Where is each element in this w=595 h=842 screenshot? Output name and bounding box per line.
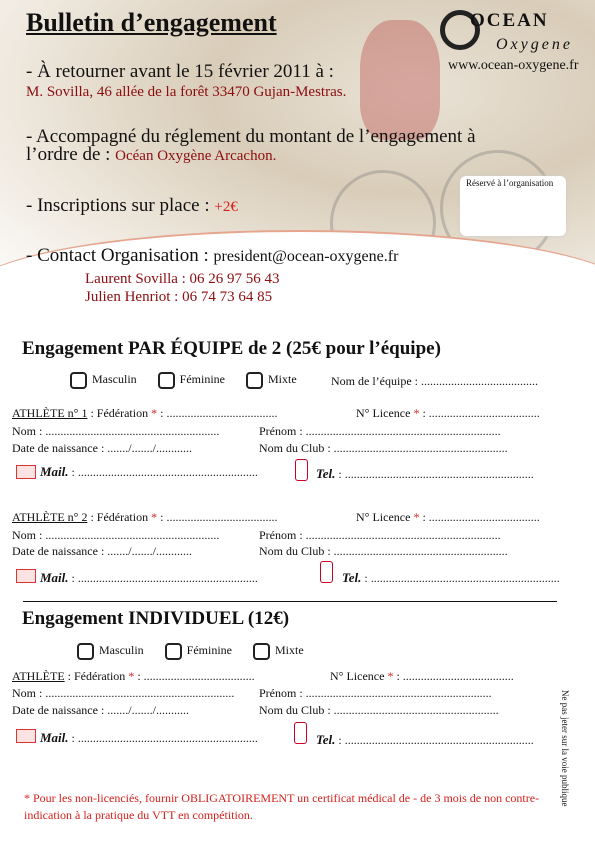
checkbox-icon[interactable] [77,643,94,660]
mail-icon [16,569,36,583]
licence-label: N° Licence [356,406,411,420]
athlete2-club-field[interactable]: Nom du Club : .......................................................... [259,544,508,558]
page-title: Bulletin d’engagement [26,8,277,37]
contact-person-2: Julien Henriot : 06 74 73 64 85 [85,289,273,305]
individual-athlete-label: ATHLÈTE [12,669,65,683]
individual-dob-field[interactable]: Date de naissance : ......./......./........... [12,703,189,717]
organisation-box-label: Réservé à l’organisation [466,178,554,188]
athlete2-federation-field[interactable] [12,510,277,525]
individual-tel-field[interactable] [316,732,534,748]
individual-option-masculin[interactable] [77,643,144,657]
federation-label: : Fédération [67,669,126,683]
field-dots: : ..................................... [160,406,278,420]
individual-prenom-field[interactable]: Prénom : .............................................................. [259,686,492,700]
onsite-label: - Inscriptions sur place : [26,195,210,216]
individual-section-title: Engagement INDIVIDUEL (12€) [22,608,290,629]
team-option-mixte[interactable] [246,372,297,386]
option-label: Mixte [268,372,297,387]
rider-image [360,20,440,140]
athlete2-prenom-field[interactable]: Prénom : ................................................................. [259,528,501,542]
team-section-title: Engagement PAR ÉQUIPE de 2 (25€ pour l’équipe) [22,338,441,359]
return-address: M. Sovilla, 46 allée de la forêt 33470 Gujan-Mestras. [26,84,347,100]
athlete1-label: ATHLÈTE n° 1 [12,406,88,420]
contact-line [26,245,398,267]
team-category-options [70,372,297,389]
checkbox-icon[interactable] [70,372,87,389]
required-star: * [151,510,158,524]
option-label: Féminine [179,372,225,387]
field-dots: : ............................................................ [71,465,258,479]
field-dots: : ............................................................... [364,571,560,585]
payment-line [26,128,476,165]
athlete2-tel-field[interactable] [342,570,560,586]
option-label: Mixte [275,643,304,658]
individual-licence-field[interactable] [330,669,514,684]
organisation-box [460,176,566,236]
tel-label: Tel. [316,732,336,747]
required-star: * [413,510,420,524]
individual-federation-field[interactable] [12,669,255,684]
section-divider [23,601,557,602]
option-label: Masculin [92,372,137,387]
federation-label: : Fédération [90,406,149,420]
athlete1-mail-field[interactable] [40,464,258,480]
individual-category-options [77,643,304,660]
mail-label: Mail. [40,464,69,479]
required-star: * [128,669,135,683]
mail-label: Mail. [40,730,69,745]
vertical-disposal-note: Ne pas jeter sur la voie publique [560,690,570,807]
athlete1-nom-field[interactable]: Nom : .......................................................... [12,424,220,438]
payment-line1: - Accompagné du réglement du montant de l’engagement à [26,126,476,147]
tel-label: Tel. [316,466,336,481]
individual-club-field[interactable]: Nom du Club : ....................................................... [259,703,499,717]
checkbox-icon[interactable] [165,643,182,660]
individual-nom-field[interactable]: Nom : ............................................................... [12,686,235,700]
onsite-value: +2€ [214,199,238,215]
field-dots: : ..................................... [422,406,540,420]
payment-line2: l’ordre de : [26,144,111,165]
return-line: - À retourner avant le 15 février 2011 à : [26,61,334,82]
athlete1-dob-field[interactable]: Date de naissance : ......./......./............ [12,441,192,455]
checkbox-icon[interactable] [158,372,175,389]
contact-label: - Contact Organisation : [26,245,209,266]
tel-label: Tel. [342,570,362,585]
checkbox-icon[interactable] [253,643,270,660]
field-dots: : ..................................... [396,669,514,683]
logo [440,10,585,58]
field-dots: : ............................................................... [338,467,534,481]
phone-icon [295,459,308,481]
field-dots: : ............................................................... [338,733,534,747]
option-label: Féminine [186,643,232,658]
mail-label: Mail. [40,570,69,585]
federation-label: : Fédération [90,510,149,524]
team-option-feminine[interactable] [158,372,225,386]
team-option-masculin[interactable] [70,372,137,386]
logo-text-top: OCEAN [470,10,549,31]
athlete2-licence-field[interactable] [356,510,540,525]
onsite-line [26,195,238,217]
field-dots: : ............................................................ [71,731,258,745]
field-dots: : ............................................................ [71,571,258,585]
mail-icon [16,729,36,743]
mail-icon [16,465,36,479]
payee: Océan Oxygène Arcachon. [115,148,277,164]
contact-person-1: Laurent Sovilla : 06 26 97 56 43 [85,271,280,287]
option-label: Masculin [99,643,144,658]
required-star: * [387,669,394,683]
athlete2-dob-field[interactable]: Date de naissance : ......./......./............ [12,544,192,558]
checkbox-icon[interactable] [246,372,263,389]
required-star: * [413,406,420,420]
field-dots: : ..................................... [422,510,540,524]
athlete1-prenom-field[interactable]: Prénom : ................................................................. [259,424,501,438]
individual-option-mixte[interactable] [253,643,304,657]
athlete1-club-field[interactable]: Nom du Club : .......................................................... [259,441,508,455]
individual-option-feminine[interactable] [165,643,232,657]
athlete1-tel-field[interactable] [316,466,534,482]
team-name-field[interactable]: Nom de l’équipe : ....................................... [331,374,538,388]
website-link[interactable]: www.ocean-oxygene.fr [448,58,579,73]
field-dots: : ..................................... [160,510,278,524]
contact-email[interactable]: president@ocean-oxygene.fr [213,248,399,265]
athlete1-federation-field[interactable] [12,406,277,421]
phone-icon [320,561,333,583]
licence-label: N° Licence [330,669,385,683]
licence-label: N° Licence [356,510,411,524]
footnote: * Pour les non-licenciés, fournir OBLIGATOIREMENT un certificat médical de - de 3 mois de non contre-indication à la pratique du VTT en compétition. [24,791,540,822]
athlete2-mail-field[interactable] [40,570,258,586]
individual-mail-field[interactable] [40,730,258,746]
athlete2-nom-field[interactable]: Nom : .......................................................... [12,528,220,542]
required-star: * [151,406,158,420]
athlete1-licence-field[interactable] [356,406,540,421]
athlete2-label: ATHLÈTE n° 2 [12,510,88,524]
logo-text-bottom: Oxygene [496,36,573,53]
phone-icon [294,722,307,744]
field-dots: : ..................................... [137,669,255,683]
